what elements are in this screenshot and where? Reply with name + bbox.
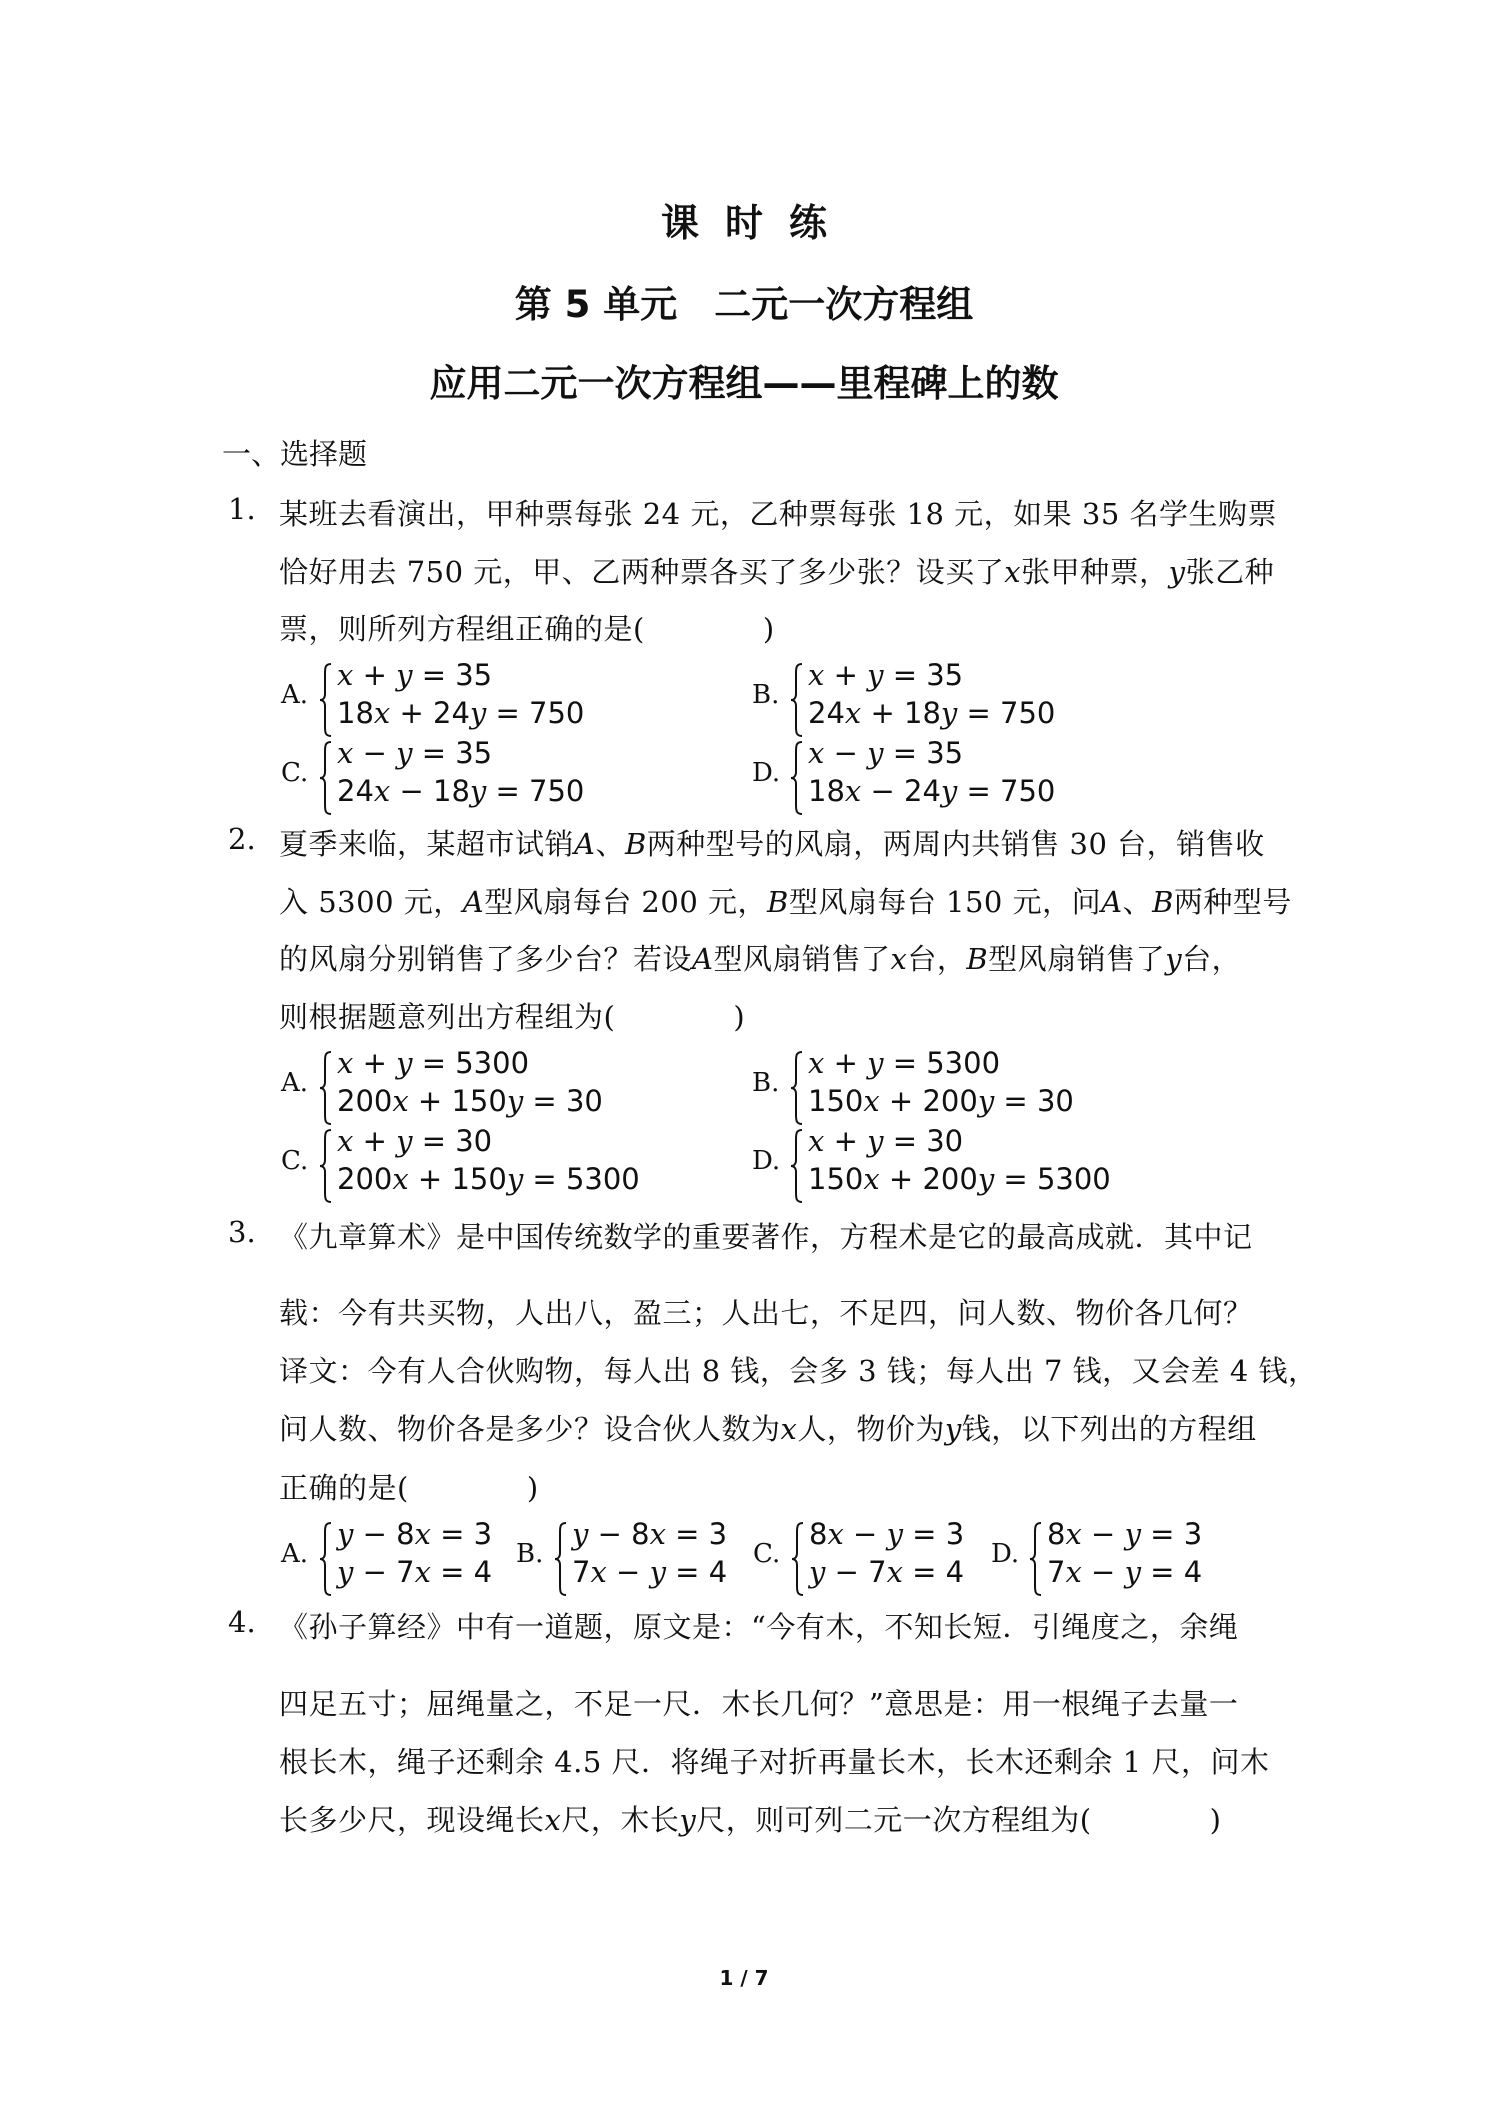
equation: 150x + 200y = 30 — [808, 1084, 1074, 1118]
equation: x + y = 5300 — [808, 1046, 1001, 1080]
equation: 200x + 150y = 30 — [337, 1084, 603, 1118]
option-label: C. — [281, 1146, 309, 1176]
equation: x + y = 35 — [808, 658, 964, 692]
option-label: A. — [281, 1068, 309, 1098]
question-text-line: 夏季来临，某超市试销A、B两种型号的风扇，两周内共销售 30 台，销售收 — [279, 827, 1265, 861]
equation: 24x − 18y = 750 — [337, 774, 585, 808]
question-text-line: 恰好用去 750 元，甲、乙两种票各买了多少张？设买了x张甲种票，y张乙种 — [279, 555, 1275, 589]
equation: 24x + 18y = 750 — [808, 696, 1056, 730]
equation: x + y = 5300 — [337, 1046, 530, 1080]
unit-title: 第 5 单元 二元一次方程组 — [514, 283, 974, 326]
brace-icon — [319, 1050, 333, 1126]
question-text-line: 长多少尺，现设绳长x尺，木长y尺，则可列二元一次方程组为( ) — [279, 1803, 1222, 1837]
equation: x + y = 35 — [337, 658, 493, 692]
question-text-line: 票，则所列方程组正确的是( ) — [279, 612, 775, 646]
section-heading: 一、选择题 — [222, 437, 368, 471]
equation: y − 7x = 4 — [809, 1555, 965, 1589]
question-text-line: 问人数、物价各是多少？设合伙人数为x人，物价为y钱，以下列出的方程组 — [279, 1412, 1257, 1446]
question-text-line: 正确的是( ) — [279, 1471, 539, 1505]
question-number: 4. — [228, 1605, 256, 1639]
option-label: C. — [281, 758, 309, 788]
page-number: 1 / 7 — [719, 1966, 769, 1990]
equation: y − 8x = 3 — [572, 1517, 728, 1551]
brace-icon — [790, 1050, 804, 1126]
option-label: B. — [752, 680, 780, 710]
lesson-title: 应用二元一次方程组——里程碑上的数 — [429, 362, 1059, 405]
question-number: 3. — [228, 1215, 256, 1249]
brace-icon — [790, 740, 804, 816]
question-text-line: 载：今有共买物，人出八，盈三；人出七，不足四，问人数、物价各几何？ — [279, 1296, 1253, 1330]
question-text-line: 入 5300 元，A型风扇每台 200 元，B型风扇每台 150 元，问A、B两种型号 — [279, 885, 1292, 919]
brace-icon — [319, 740, 333, 816]
question-number: 1. — [228, 492, 256, 526]
question-text-line: 《孙子算经》中有一道题，原文是：“今有木，不知长短．引绳度之，余绳 — [279, 1610, 1239, 1644]
option-label: C. — [753, 1539, 781, 1569]
brace-icon — [790, 1128, 804, 1204]
question-text-line: 某班去看演出，甲种票每张 24 元，乙种票每张 18 元，如果 35 名学生购票 — [279, 497, 1278, 531]
question-text-line: 四足五寸；屈绳量之，不足一尺．木长几何？”意思是：用一根绳子去量一 — [279, 1687, 1239, 1721]
equation: 7x − y = 4 — [1047, 1555, 1203, 1589]
option-label: A. — [281, 1539, 309, 1569]
question-text-line: 的风扇分别销售了多少台？若设A型风扇销售了x台，B型风扇销售了y台， — [279, 942, 1242, 976]
equation: 18x − 24y = 750 — [808, 774, 1056, 808]
equation: y − 8x = 3 — [337, 1517, 493, 1551]
brace-icon — [1029, 1521, 1043, 1597]
brace-icon — [319, 662, 333, 738]
question-text-line: 译文：今有人合伙购物，每人出 8 钱，会多 3 钱；每人出 7 钱，又会差 4 钱， — [279, 1354, 1318, 1388]
question-text-line: 则根据题意列出方程组为( ) — [279, 1000, 746, 1034]
equation: x − y = 35 — [337, 736, 493, 770]
brace-icon — [554, 1521, 568, 1597]
brace-icon — [791, 1521, 805, 1597]
equation: 150x + 200y = 5300 — [808, 1162, 1111, 1196]
option-label: B. — [516, 1539, 544, 1569]
equation: 18x + 24y = 750 — [337, 696, 585, 730]
brace-icon — [319, 1521, 333, 1597]
equation: x + y = 30 — [808, 1124, 964, 1158]
equation: 7x − y = 4 — [572, 1555, 728, 1589]
equation: x + y = 30 — [337, 1124, 493, 1158]
option-label: D. — [991, 1539, 1020, 1569]
option-label: B. — [752, 1068, 780, 1098]
option-label: D. — [752, 1146, 781, 1176]
equation: x − y = 35 — [808, 736, 964, 770]
equation: 8x − y = 3 — [1047, 1517, 1203, 1551]
question-text-line: 《九章算术》是中国传统数学的重要著作，方程术是它的最高成就．其中记 — [279, 1220, 1253, 1254]
page-title: 课时练 — [660, 201, 853, 245]
option-label: D. — [752, 758, 781, 788]
brace-icon — [790, 662, 804, 738]
equation: 8x − y = 3 — [809, 1517, 965, 1551]
equation: 200x + 150y = 5300 — [337, 1162, 640, 1196]
question-text-line: 根长木，绳子还剩余 4.5 尺．将绳子对折再量长木，长木还剩余 1 尺，问木 — [279, 1745, 1270, 1779]
equation: y − 7x = 4 — [337, 1555, 493, 1589]
brace-icon — [319, 1128, 333, 1204]
option-label: A. — [281, 680, 309, 710]
question-number: 2. — [228, 822, 256, 856]
